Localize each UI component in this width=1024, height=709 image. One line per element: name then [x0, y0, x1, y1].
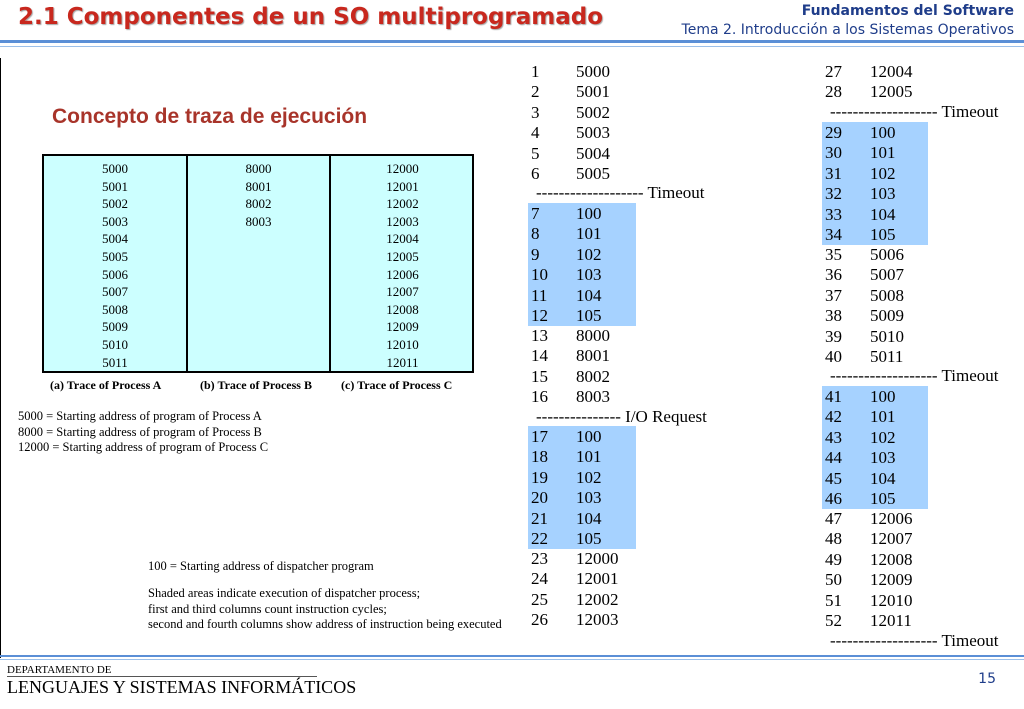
trace-cycle: 16: [531, 387, 548, 407]
trace-address: 102: [576, 244, 602, 264]
trace-cycle: 29: [825, 123, 842, 142]
page-number: 15: [978, 671, 996, 687]
slide-title: 2.1 Componentes de un SO multiprogramado: [18, 4, 604, 30]
trace-address: 100: [870, 387, 896, 406]
trace-address: 5000: [576, 62, 610, 81]
trace-address: 5006: [870, 245, 904, 264]
trace-address: 5004: [576, 143, 610, 163]
trace-cycle: 39: [825, 326, 842, 346]
trace-address: 8003: [576, 387, 610, 407]
trace-address: 102: [576, 467, 602, 487]
trace-cycle: 9: [531, 244, 540, 264]
trace-separator: ------------------- Timeout: [830, 102, 999, 121]
left-border: [0, 58, 1, 658]
trace-address: 104: [576, 285, 602, 305]
trace-address: 104: [576, 508, 602, 528]
trace-address: 101: [576, 447, 602, 467]
note-line: 12000 = Starting address of program of Process C: [18, 440, 269, 454]
trace-cycle: 8: [531, 224, 540, 244]
trace-cycle: 13: [531, 326, 548, 345]
trace-address: 105: [576, 306, 602, 325]
shade-note-line: second and fourth columns show address of instruction being executed: [148, 617, 502, 631]
trace-address: 12005: [870, 82, 913, 102]
trace-separator: ------------------- Timeout: [830, 366, 999, 385]
trace-cycle: 10: [531, 265, 548, 285]
caption-process-b: (b) Trace of Process B: [200, 378, 312, 392]
trace-cycle: 22: [531, 529, 548, 548]
trace-address: 105: [870, 489, 896, 508]
department-label: DEPARTAMENTO DE: [7, 664, 112, 676]
trace-address: 100: [576, 427, 602, 446]
trace-cycle: 37: [825, 285, 842, 305]
trace-address: 5008: [870, 285, 904, 305]
trace-cycle: 4: [531, 123, 540, 143]
trace-process-c: 12000 12001 12002 12003 12004 12005 12006 12007 12008 12009 12010 12011: [386, 161, 419, 370]
trace-cycle: 12: [531, 306, 548, 325]
trace-cycle: 27: [825, 62, 842, 81]
section-subtitle: Concepto de traza de ejecución: [52, 105, 368, 128]
trace-cycle: 42: [825, 407, 842, 427]
trace-address: 12010: [870, 590, 913, 610]
trace-address: 12003: [576, 610, 619, 630]
trace-cycle: 43: [825, 427, 842, 447]
trace-address: 12011: [870, 611, 912, 630]
trace-cycle: 32: [825, 184, 842, 204]
trace-cycle: 28: [825, 82, 842, 102]
trace-cycle: 23: [531, 549, 548, 568]
trace-cycle: 17: [531, 427, 548, 446]
trace-address: 104: [870, 468, 896, 488]
trace-cycle: 50: [825, 570, 842, 590]
trace-address: 5005: [576, 164, 610, 183]
trace-cycle: 41: [825, 387, 842, 406]
trace-address: 101: [576, 224, 602, 244]
trace-separator: --------------- I/O Request: [536, 407, 707, 426]
trace-address: 5011: [870, 347, 904, 366]
trace-cycle: 25: [531, 589, 548, 609]
footer-divider-thin: [0, 659, 1024, 660]
trace-address: 12004: [870, 62, 913, 81]
trace-cycle: 35: [825, 245, 842, 264]
trace-cycle: 36: [825, 265, 842, 285]
footer-divider: [0, 655, 1024, 657]
trace-cycle: 51: [825, 590, 842, 610]
dispatcher-note: 100 = Starting address of dispatcher program: [148, 559, 374, 573]
trace-address: 5002: [576, 102, 610, 122]
trace-cycle: 34: [825, 225, 842, 244]
shade-note-line: Shaded areas indicate execution of dispatcher process;: [148, 586, 421, 600]
shade-notes: [148, 586, 502, 633]
trace-cycle: 33: [825, 204, 842, 224]
trace-cycle: 20: [531, 488, 548, 508]
trace-table: [42, 154, 474, 373]
trace-cycle: 18: [531, 447, 548, 467]
trace-cycle: 5: [531, 143, 540, 163]
trace-separator: ------------------- Timeout: [830, 631, 999, 650]
trace-cycle: 3: [531, 102, 540, 122]
trace-address: 12009: [870, 570, 913, 590]
trace-address: 8001: [576, 346, 610, 366]
trace-address: 101: [870, 143, 896, 163]
trace-address: 12002: [576, 589, 619, 609]
trace-address: 105: [576, 529, 602, 548]
trace-address: 5001: [576, 82, 610, 102]
trace-cycle: 44: [825, 448, 842, 468]
trace-separator: ------------------- Timeout: [536, 183, 705, 202]
header-divider: [0, 40, 1024, 43]
trace-cycle: 24: [531, 569, 548, 589]
shade-note-line: first and third columns count instruction cycles;: [148, 601, 387, 616]
caption-process-a: (a) Trace of Process A: [50, 378, 162, 392]
trace-cycle: 6: [531, 164, 540, 183]
trace-address: 100: [870, 123, 896, 142]
note-line: 5000 = Starting address of program of Process A: [18, 409, 262, 423]
trace-cycle: 49: [825, 549, 842, 569]
trace-address: 8002: [576, 366, 610, 386]
trace-cycle: 52: [825, 611, 842, 630]
trace-address: 8000: [576, 326, 610, 345]
trace-address: 5009: [870, 306, 904, 326]
trace-cycle: 30: [825, 143, 842, 163]
topic-name: Tema 2. Introducción a los Sistemas Operativos: [681, 22, 1014, 38]
trace-address: 104: [870, 204, 896, 224]
trace-process-b: 8000 8001 8002 8003: [245, 161, 272, 229]
trace-address: 100: [576, 204, 602, 223]
note-line: 8000 = Starting address of program of Process B: [18, 424, 262, 439]
trace-cycle: 47: [825, 509, 842, 528]
trace-cycle: 11: [531, 285, 548, 305]
trace-address: 102: [870, 163, 896, 183]
trace-cycle: 21: [531, 508, 548, 528]
trace-cycle: 26: [531, 610, 548, 630]
trace-address: 103: [576, 488, 602, 508]
trace-address: 12001: [576, 569, 619, 589]
trace-address: 12008: [870, 549, 913, 569]
trace-cycle: 45: [825, 468, 842, 488]
trace-cycle: 46: [825, 489, 842, 508]
trace-cycle: 7: [531, 204, 540, 223]
header-divider-thin: [0, 46, 1024, 47]
trace-address: 12007: [870, 529, 913, 549]
trace-address: 102: [870, 427, 896, 447]
trace-cycle: 1: [531, 62, 540, 81]
trace-address: 101: [870, 407, 896, 427]
trace-address: 5010: [870, 326, 904, 346]
trace-cycle: 15: [531, 366, 548, 386]
trace-address: 103: [870, 448, 896, 468]
address-notes: [18, 409, 268, 456]
trace-address: 12000: [576, 549, 619, 568]
trace-cycle: 48: [825, 529, 842, 549]
trace-cycle: 2: [531, 82, 540, 102]
course-name: Fundamentos del Software: [801, 3, 1014, 19]
caption-process-c: (c) Trace of Process C: [341, 378, 453, 392]
trace-address: 12006: [870, 509, 913, 528]
trace-cycle: 40: [825, 347, 842, 366]
trace-address: 5003: [576, 123, 610, 143]
trace-cycle: 31: [825, 163, 842, 183]
trace-process-a: 5000 5001 5002 5003 5004 5005 5006 5007 5008 5009 5010 5011: [102, 161, 128, 370]
trace-address: 105: [870, 225, 896, 244]
trace-address: 103: [870, 184, 896, 204]
trace-cycle: 14: [531, 346, 548, 366]
trace-address: 5007: [870, 265, 904, 285]
trace-cycle: 19: [531, 467, 548, 487]
trace-address: 103: [576, 265, 602, 285]
department-name: LENGUAJES Y SISTEMAS INFORMÁTICOS: [7, 677, 357, 697]
trace-cycle: 38: [825, 306, 842, 326]
